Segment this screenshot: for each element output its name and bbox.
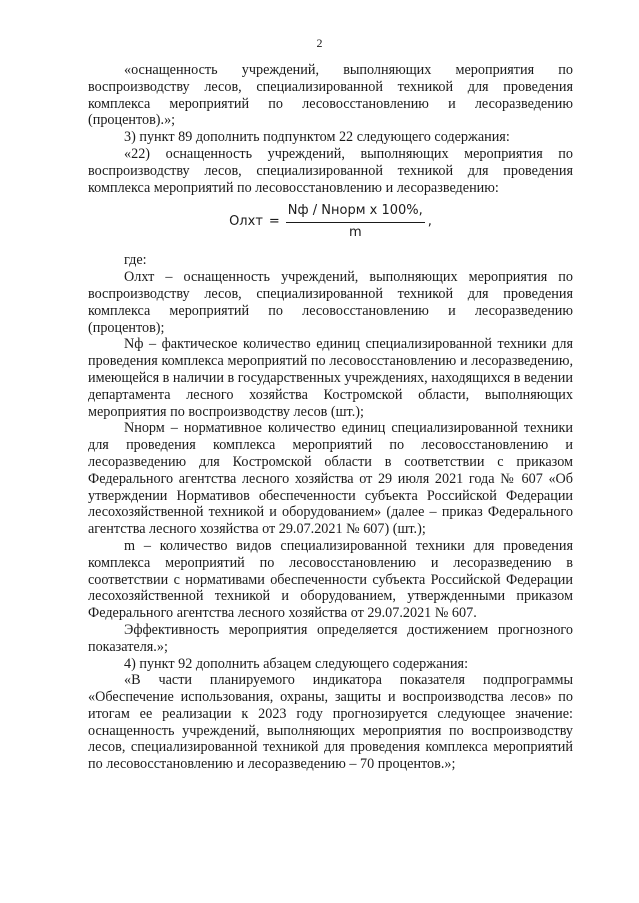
paragraph-item-4: 4) пункт 92 дополнить абзацем следующего содержания: — [124, 655, 469, 672]
formula-lhs: Олхт — [229, 213, 263, 229]
formula-denominator: m — [348, 224, 362, 240]
paragraph-subitem-22: «22) оснащенность учреждений, выполняющих мероприятия по воспроизводству лесов, специализированной техникой для проведения комплекса мероприятий по лесовосстановлению и лесоразведению: — [88, 145, 573, 196]
paragraph-forecast: «В части планируемого индикатора показателя подпрограммы «Обеспечение использования, охраны, защиты и воспроизводства лесов» по итогам ее реализации к 2023 году прогнозируется следующее значение: оснащенность учреждений, выполняющих мероприятия по воспроизводству лесов, специализированной техникой для проведения комплекса мероприятий по лесовосстановлению и лесоразведению – 70 процентов.»; — [88, 672, 573, 773]
paragraph-def-m: m – количество видов специализированной техники для проведения комплекса мероприятий по лесовосстановлению и лесоразведению в соответствии с нормативами обеспеченности субъекта Российской Федерации лесохозяйственной техникой и оборудованием, утвержденными приказом Федерального агентства лесного хозяйства от 29.07.2021 № 607. — [88, 537, 573, 622]
formula-trailing-comma: , — [427, 213, 432, 229]
formula-equals: = — [268, 213, 280, 229]
formula — [88, 201, 573, 243]
paragraph-def-olkht: Олхт – оснащенность учреждений, выполняющих мероприятия по воспроизводству лесов, специализированной техникой для проведения комплекса мероприятий по лесовосстановлению и лесоразведению (процентов); — [88, 269, 573, 336]
paragraph-item-3: 3) пункт 89 дополнить подпунктом 22 следующего содержания: — [124, 129, 510, 146]
paragraph-effectiveness: Эффективность мероприятия определяется достижением прогнозного показателя.»; — [88, 621, 573, 655]
paragraph-def-nnorm: Nнорм – нормативное количество единиц специализированной техники для проведения комплекса мероприятий по лесовосстановлению и лесоразведению для Костромской области в соответствии с приказом Федерального агентства лесного хозяйства от 29 июля 2021 года № 607 «Об утверждении Нормативов обеспеченности субъекта Российской Федерации лесохозяйственной техникой и оборудованием» (далее – приказ Федерального агентства лесного хозяйства от 29.07.2021 № 607) (шт.); — [88, 420, 573, 538]
paragraph-where: где: — [124, 252, 147, 269]
page-number: 2 — [316, 36, 323, 50]
formula-fraction — [286, 203, 425, 242]
paragraph-quote-indicator: «оснащенность учреждений, выполняющих мероприятия по воспроизводству лесов, специализированной техникой для проведения комплекса мероприятий по лесовосстановлению и лесоразведению (процентов).»; — [88, 62, 573, 129]
formula-numerator: Nф / Nнорм х 100%, — [287, 203, 423, 219]
paragraph-def-nf: Nф – фактическое количество единиц специализированной техники для проведения комплекса мероприятий по лесовосстановлению и лесоразведению, имеющейся в наличии в государственных учреждениях, находящихся в ведении департамента лесного хозяйства Костромской области, выполняющих мероприятия по воспроизводству лесов (шт.); — [88, 336, 573, 420]
document-body — [88, 62, 573, 773]
